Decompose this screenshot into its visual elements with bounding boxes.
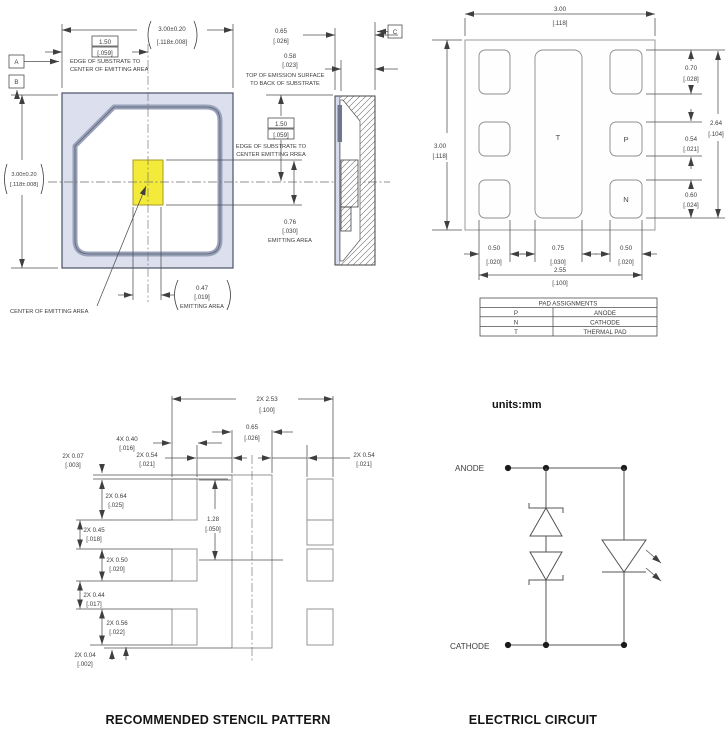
pad-label-thermal: T [555, 133, 561, 142]
emitter-section [341, 160, 358, 207]
pad-label-cathode: N [623, 195, 629, 204]
side-offset-note-2: CENTER EMITTING RREA [236, 152, 306, 158]
dim-pad-left-mm: 3.00 [433, 143, 447, 150]
units-note: units:mm [492, 399, 542, 411]
dim-ea-in: [.019] [194, 294, 210, 301]
dim-ot-mm: 2X 0.07 [62, 453, 84, 460]
dim-col-mid-in: [.030] [550, 259, 566, 266]
dim-span-h-mm: 2.55 [553, 267, 567, 274]
dim-070-in: [.028] [683, 76, 699, 83]
dim-side-ea-note: EMITTING AREA [268, 238, 312, 244]
side-offset-note-1: EDGE OF SUBSTRATE TO [235, 144, 307, 150]
dim-cw-in: [.026] [244, 435, 260, 442]
dim-half-in: [.050] [205, 526, 221, 533]
table-row-pad: N [513, 319, 519, 327]
dim-col-right-in: [.020] [618, 259, 634, 266]
dim-060-mm: 0.60 [684, 192, 698, 199]
offset-note-2: CENTER OF EMITTING AREA [70, 67, 149, 73]
dim-col-right-mm: 0.50 [619, 245, 633, 252]
offset-note-1: EDGE OF SUBSTRATE TO [70, 59, 141, 65]
dim-264-in: [.104] [708, 131, 724, 138]
dim-r2-mm: 2X 0.50 [106, 557, 128, 564]
table-row-pad: T [514, 329, 518, 336]
anode-label: ANODE [455, 464, 485, 473]
table-title: PAD ASSIGNMENTS [538, 300, 598, 308]
cathode-label: CATHODE [450, 642, 490, 651]
datum-c-label: C [392, 29, 398, 36]
dim-pad-top-in: [.118] [552, 20, 568, 27]
dim-g2-mm: 2X 0.44 [83, 592, 105, 599]
circuit-title: ELECTRICL CIRCUIT [468, 713, 598, 727]
dim-g2-in: [.017] [86, 601, 102, 608]
emitting-area [133, 160, 163, 205]
dim-col-left-mm: 0.50 [487, 245, 501, 252]
pad-label-anode: P [623, 135, 629, 144]
dim-emission-in: [.023] [282, 62, 298, 69]
pad-assignments-table [480, 298, 657, 336]
dim-aw-mm: 4X 0.40 [116, 436, 138, 443]
dim-side-ea-mm: 0.76 [283, 219, 297, 226]
dim-side-total-in: [.026] [273, 38, 289, 45]
emitter-step-section [341, 207, 351, 231]
dim-offset-in: [.059] [97, 50, 113, 57]
anode-node-dot [505, 465, 511, 471]
dim-ob-in: [.002] [77, 661, 93, 668]
dim-060-in: [.024] [683, 202, 699, 209]
dim-emission-note-1: TOP OF EMISSION SURFACE [245, 73, 325, 79]
dim-pad-left-in: [.118] [432, 153, 448, 160]
dim-ea-note: EMITTING AREA [180, 304, 224, 310]
dim-side-offset-in: [.059] [273, 132, 289, 139]
dim-ea-mm: 0.47 [195, 285, 209, 292]
dim-front-width-in: [.118±.008] [156, 39, 188, 46]
dim-g1-in: [.018] [86, 536, 102, 543]
table-row-pad: P [513, 309, 519, 317]
dim-span-h-in: [.100] [552, 280, 568, 287]
dim-front-height-mm: 3.00±0.20 [11, 172, 37, 178]
dim-front-width-mm: 3.00±0.20 [158, 26, 186, 33]
stencil-title: RECOMMENDED STENCIL PATTERN [105, 713, 331, 727]
table-row-fn: ANODE [593, 309, 617, 317]
dim-side-total-mm: 0.65 [274, 28, 288, 35]
dim-gl-mm: 2X 0.54 [136, 452, 158, 459]
dim-054-in: [.021] [683, 146, 699, 153]
dim-pitch-in: [.100] [259, 407, 275, 414]
dim-side-ea-in: [.030] [282, 228, 298, 235]
dim-pad-top-mm: 3.00 [553, 6, 567, 13]
dim-gl-in: [.021] [139, 461, 155, 468]
datum-b-label: B [14, 79, 19, 86]
center-note-label: CENTER OF EMITTING AREA [10, 309, 89, 315]
cathode-node-dot [621, 642, 627, 648]
cathode-node-dot [505, 642, 511, 648]
dim-070-mm: 0.70 [684, 65, 698, 72]
dim-gr-in: [.021] [356, 461, 372, 468]
dim-r3-mm: 2X 0.56 [106, 620, 128, 627]
dim-r3-in: [.022] [109, 629, 125, 636]
bevel-section [338, 105, 343, 142]
dim-half-mm: 1.28 [206, 516, 220, 523]
table-row-fn: THERMAL PAD [583, 329, 627, 336]
datum-a-label: A [14, 59, 19, 66]
dim-pitch-mm: 2X 2.53 [256, 396, 278, 403]
dim-offset-mm: 1.50 [98, 39, 112, 46]
dim-r2-in: [.020] [109, 566, 125, 573]
dim-cw-mm: 0.65 [245, 424, 259, 431]
dim-emission-mm: 0.58 [283, 53, 297, 60]
dim-264-mm: 2.64 [709, 120, 723, 127]
dim-front-height-in: [.118±.008] [10, 182, 38, 188]
dim-col-left-in: [.020] [486, 259, 502, 266]
dim-emission-note-2: TO BACK OF SUBSTRATE [250, 81, 320, 87]
dim-side-offset-mm: 1.50 [274, 121, 288, 128]
dim-g1-mm: 2X 0.45 [83, 527, 105, 534]
dim-ot-in: [.003] [65, 462, 81, 469]
dim-ob-mm: 2X 0.04 [74, 652, 96, 659]
dim-aw-in: [.016] [119, 445, 135, 452]
dim-054-mm: 0.54 [684, 136, 698, 143]
dim-r1-mm: 2X 0.64 [105, 493, 127, 500]
dim-col-mid-mm: 0.75 [551, 245, 565, 252]
cathode-node-dot [543, 642, 549, 648]
table-row-fn: CATHODE [590, 319, 620, 327]
dim-gr-mm: 2X 0.54 [353, 452, 375, 459]
dim-r1-in: [.025] [108, 502, 124, 509]
